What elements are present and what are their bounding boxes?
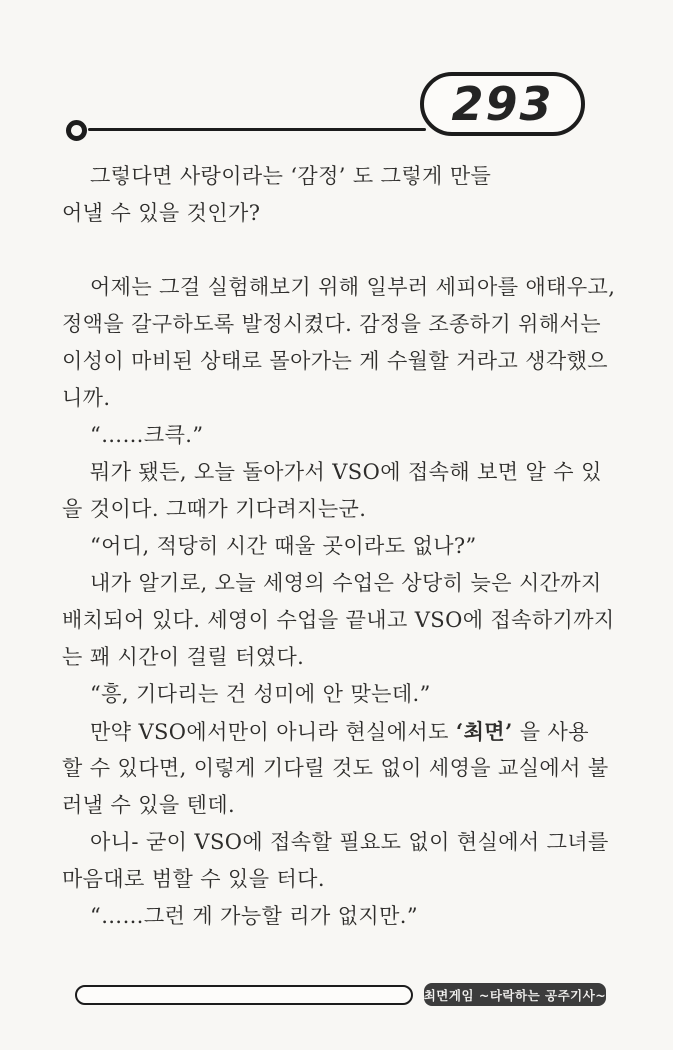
series-title: 최면게임 ~타락하는 공주기사~ xyxy=(423,987,607,1003)
blank-line xyxy=(62,232,618,269)
text-line: 니까. xyxy=(62,386,111,410)
page-number-badge xyxy=(420,72,585,136)
page-text xyxy=(62,158,618,935)
header-ring-ornament xyxy=(66,120,87,141)
text-line: 아니- 굳이 VSO에 접속할 필요도 없이 현실에서 그녀를 xyxy=(90,830,609,854)
text-line: 러낼 수 있을 텐데. xyxy=(62,793,236,817)
footer-title-pill xyxy=(75,985,413,1005)
text-line: 할 수 있다면, 이렇게 기다릴 것도 없이 세영을 교실에서 불 xyxy=(62,756,609,780)
text-line: “……그런 게 가능할 리가 없지만.” xyxy=(90,904,418,928)
series-title-badge xyxy=(424,983,606,1006)
text-line: 그렇다면 사랑이라는 ‘감정’ 도 그렇게 만들 xyxy=(90,164,492,188)
text-line: “흥, 기다리는 건 성미에 안 맞는데.” xyxy=(90,682,431,706)
text-line: 만약 VSO에서만이 아니라 현실에서도 ‘최면’ 을 사용 xyxy=(90,719,589,744)
text-line: 어제는 그걸 실험해보기 위해 일부러 세피아를 애태우고, xyxy=(90,275,616,299)
text-line: “……크큭.” xyxy=(90,423,204,447)
page-number: 293 xyxy=(451,77,554,131)
header-rule xyxy=(88,128,426,131)
text-line: 을 것이다. 그때가 기다려지는군. xyxy=(62,497,367,521)
text-line: 정액을 갈구하도록 발정시켰다. 감정을 조종하기 위해서는 xyxy=(62,312,601,336)
text-line: 는 꽤 시간이 걸릴 터였다. xyxy=(62,645,305,669)
text-line: 배치되어 있다. 세영이 수업을 끝내고 VSO에 접속하기까지 xyxy=(62,608,615,632)
text-line: 마음대로 범할 수 있을 터다. xyxy=(62,867,325,891)
text-line: 내가 알기로, 오늘 세영의 수업은 상당히 늦은 시간까지 xyxy=(90,571,602,595)
text-line: 어낼 수 있을 것인가? xyxy=(62,201,261,225)
text-line: “어디, 적당히 시간 때울 곳이라도 없나?” xyxy=(90,534,477,558)
text-line: 이성이 마비된 상태로 몰아가는 게 수월할 거라고 생각했으 xyxy=(62,349,608,373)
text-line: 뭐가 됐든, 오늘 돌아가서 VSO에 접속해 보면 알 수 있 xyxy=(90,460,602,484)
